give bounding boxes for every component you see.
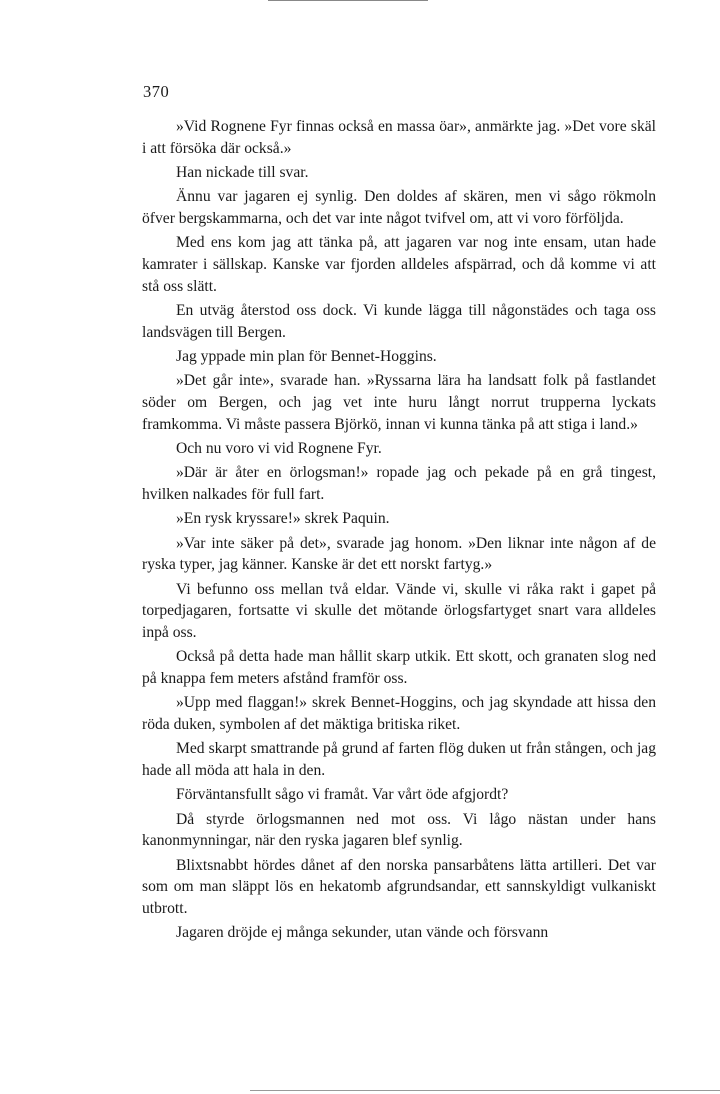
paragraph: »En rysk kryssare!» skrek Paquin. xyxy=(176,510,390,528)
paragraph: Också på detta hade man hållit skarp utkik. Ett skott, och granaten slog ned på knappa fem meters afstånd framför oss. xyxy=(142,648,656,687)
paragraph: Med skarpt smattrande på grund af farten flög duken ut från stången, och jag hade all möda att hala in den. xyxy=(142,740,656,779)
paragraph: Och nu voro vi vid Rognene Fyr. xyxy=(176,440,382,457)
paragraph: Då styrde örlogsmannen ned mot oss. Vi lågo nästan under hans kanonmynningar, när den ryska jagaren blef synlig. xyxy=(142,810,656,850)
top-edge-rule xyxy=(268,0,428,1)
paragraph: En utväg återstod oss dock. Vi kunde lägga till någonstädes och taga oss landsvägen till Bergen. xyxy=(142,302,656,341)
paragraph: »Där är åter en örlogsman!» ropade jag och pekade på en grå tingest, hvilken nalkades för full fart. xyxy=(142,464,656,503)
paragraph: Ännu var jagaren ej synlig. Den doldes af skären, men vi sågo rökmoln öfver bergskammarna, och det var inte något tvifvel om, att vi voro förföljda. xyxy=(142,188,656,227)
paragraph: »Var inte säker på det», svarade jag honom. »Den liknar inte någon af de ryska typer, jag känner. Kanske är det ett norskt fartyg.» xyxy=(142,534,656,574)
paragraph: »Upp med flaggan!» skrek Bennet-Hoggins, och jag skyndade att hissa den röda duken, symbolen af det mäktiga britiska riket. xyxy=(142,694,656,733)
paragraph: Jagaren dröjde ej många sekunder, utan vände och försvann xyxy=(176,924,549,942)
paragraph: Jag yppade min plan för Bennet-Hoggins. xyxy=(176,348,437,365)
paragraph: »Vid Rognene Fyr finnas också en massa öar», anmärkte jag. »Det vore skäl i att försöka där också.» xyxy=(142,118,656,157)
paragraph: »Det går inte», svarade han. »Ryssarna lära ha landsatt folk på fastlandet söder om Bergen, och jag vet inte huru långt norrut trupperna lyckats framkomma. Vi måste passera Björkö, innan vi kunna tänka på att stiga i land.» xyxy=(142,372,656,433)
bottom-edge-rule xyxy=(250,1090,720,1091)
paragraph: Med ens kom jag att tänka på, att jagaren var nog inte ensam, utan hade kamrater i sällskap. Kanske var fjorden alldeles afspärrad, och då komme vi att stå oss slätt. xyxy=(142,234,656,295)
body-text xyxy=(142,116,656,944)
paragraph: Han nickade till svar. xyxy=(176,164,309,181)
paragraph: Vi befunno oss mellan två eldar. Vände vi, skulle vi råka rakt i gapet på torpedjagaren, fortsatte vi skulle det mötande örlogsfartyget snart vara alldeles inpå oss. xyxy=(142,580,656,641)
page-number: 370 xyxy=(143,82,170,101)
paragraph: Förväntansfullt sågo vi framåt. Var vårt öde afgjordt? xyxy=(176,786,509,804)
paragraph: Blixtsnabbt hördes dånet af den norska pansarbåtens lätta artilleri. Det var som om man släppt lös en hekatomb afgrundsandar, ett sannskyldigt vulkaniskt utbrott. xyxy=(142,856,656,917)
